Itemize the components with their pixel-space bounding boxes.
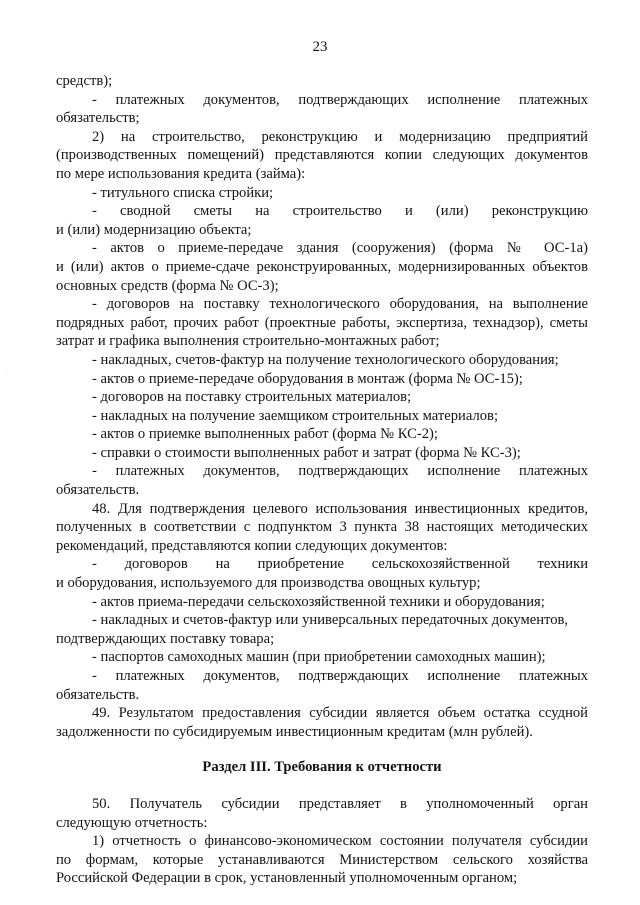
text-line: обязательств. xyxy=(56,482,140,499)
text-line: - актов о приеме-передаче здания (сооружения) (форма № ОС-1а) xyxy=(92,240,588,257)
text-line: - накладных и счетов-фактур или универсальных передаточных документов, xyxy=(92,612,569,629)
text-line: и (или) актов о приеме-сдаче реконструированных, модернизированных объектов xyxy=(56,258,588,275)
text-line: основных средств (форма № ОС-3); xyxy=(56,277,279,294)
text-line: 48. Для подтверждения целевого использования инвестиционных кредитов, xyxy=(92,500,588,517)
text-line: полученных в соответствии с подпунктом 3 пункта 38 настоящих методических xyxy=(56,519,588,536)
text-line: - платежных документов, подтверждающих исполнение платежных xyxy=(92,91,588,108)
text-line: - договоров на приобретение сельскохозяйственной техники xyxy=(92,556,588,573)
text-line: - договоров на поставку технологического оборудования, на выполнение xyxy=(92,296,588,313)
text-line: Российской Федерации в срок, установленный уполномоченным органом; xyxy=(56,870,518,887)
text-line: - платежных документов, подтверждающих исполнение платежных xyxy=(92,668,588,684)
text-line: подтверждающих поставку товара; xyxy=(56,630,275,647)
section-heading: Раздел III. Требования к отчетности xyxy=(202,759,442,776)
text-line: 50. Получатель субсидии представляет в уполномоченный орган xyxy=(92,795,588,812)
text-line: - сводной сметы на строительство и (или) реконструкцию xyxy=(92,203,588,220)
scan-speck xyxy=(5,370,6,371)
text-block-reporting xyxy=(56,795,588,888)
document-body xyxy=(56,72,588,888)
text-line: - договоров на поставку строительных материалов; xyxy=(92,389,412,406)
text-line: - накладных на получение заемщиком строительных материалов; xyxy=(92,407,498,424)
text-line: по мере использования кредита (займа): xyxy=(56,165,306,182)
text-line: затрат и графика выполнения строительно-монтажных работ; xyxy=(56,333,440,350)
text-line: обязательств; xyxy=(56,110,140,127)
text-block-main xyxy=(56,72,588,741)
text-line: - актов о приеме-передаче оборудования в монтаж (форма № ОС-15); xyxy=(92,370,523,387)
text-line: и оборудования, используемого для производства овощных культур; xyxy=(56,575,481,592)
text-line: задолженности по субсидируемым инвестиционным кредитам (млн рублей). xyxy=(56,723,533,740)
text-line: - паспортов самоходных машин (при приобретении самоходных машин); xyxy=(92,649,546,666)
text-line: средств); xyxy=(56,73,113,89)
page-number: 23 xyxy=(312,39,328,55)
text-line: - справки о стоимости выполненных работ и затрат (форма № КС-3); xyxy=(92,444,521,461)
text-line: (производственных помещений) представляются копии следующих документов xyxy=(56,147,588,164)
text-line: - платежных документов, подтверждающих исполнение платежных xyxy=(92,463,588,480)
text-line: 1) отчетность о финансово-экономическом состоянии получателя субсидии xyxy=(92,833,588,850)
text-line: и (или) модернизацию объекта; xyxy=(56,221,252,238)
text-line: - актов о приемке выполненных работ (форма № КС-2); xyxy=(92,426,438,443)
text-line: - титульного списка стройки; xyxy=(92,184,274,201)
text-line: по формам, которые устанавливаются Министерством сельского хозяйства xyxy=(56,851,588,868)
text-line: - накладных, счетов-фактур на получение технологического оборудования; xyxy=(92,351,559,368)
text-line: 49. Результатом предоставления субсидии является объем остатка ссудной xyxy=(92,705,588,722)
text-line: обязательств. xyxy=(56,686,140,703)
text-line: следующую отчетность: xyxy=(56,814,208,831)
text-line: подрядных работ, прочих работ (проектные работы, экспертиза, технадзор), сметы xyxy=(56,314,588,331)
text-line: - актов приема-передачи сельскохозяйственной техники и оборудования; xyxy=(92,593,545,610)
text-line: рекомендаций, представляются копии следующих документов: xyxy=(56,537,448,554)
text-line: 2) на строительство, реконструкцию и модернизацию предприятий xyxy=(92,128,588,145)
